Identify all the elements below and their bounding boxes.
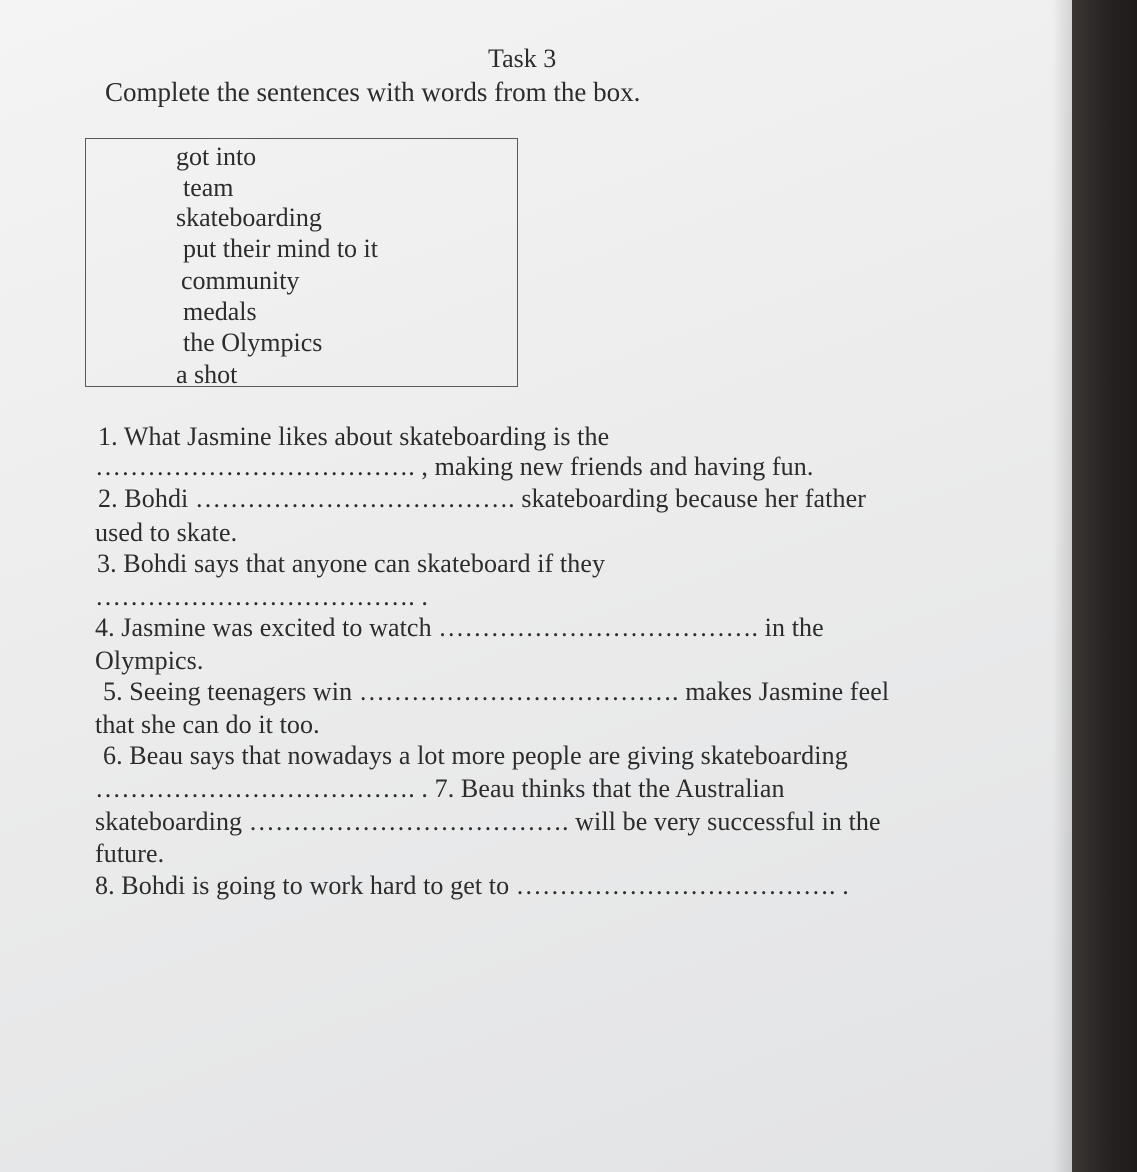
word-box-item: the Olympics — [183, 328, 323, 357]
sentence-line: 2. Bohdi ………………………………. skateboarding because her father — [98, 484, 867, 513]
word-box-item: team — [183, 173, 234, 202]
sentence-line: future. — [95, 839, 165, 868]
sentence-line: 3. Bohdi says that anyone can skateboard if they — [97, 549, 606, 578]
word-box-item: a shot — [176, 360, 238, 389]
sentence-line: 6. Beau says that nowadays a lot more people are giving skateboarding — [103, 741, 848, 770]
sentence-line: 4. Jasmine was excited to watch ………………………………. in the — [95, 613, 824, 642]
word-box-item: got into — [176, 142, 257, 171]
task-instruction: Complete the sentences with words from the box. — [105, 77, 641, 107]
sentence-line: 5. Seeing teenagers win ………………………………. makes Jasmine feel — [103, 677, 890, 706]
word-box-item: community — [181, 266, 300, 295]
sentence-line: ………………………………. . 7. Beau thinks that the Australian — [95, 774, 785, 803]
page-edge-shadow — [1052, 0, 1072, 1172]
sentence-line: that she can do it too. — [95, 710, 320, 739]
word-box-item: put their mind to it — [183, 234, 378, 263]
sentence-line: 1. What Jasmine likes about skateboarding is the — [98, 422, 610, 451]
sentence-line: used to skate. — [95, 518, 238, 547]
word-box-item: medals — [183, 297, 257, 326]
background-surface — [1072, 0, 1137, 1172]
sentence-line: skateboarding ………………………………. will be very successful in the — [95, 807, 881, 836]
task-title: Task 3 — [488, 44, 557, 73]
sentence-line: ………………………………. . — [95, 582, 428, 611]
sentence-line: 8. Bohdi is going to work hard to get to ………………………………. . — [95, 871, 849, 900]
sentence-line: ………………………………. , making new friends and having fun. — [95, 452, 814, 481]
sentence-line: Olympics. — [95, 646, 204, 675]
word-box-item: skateboarding — [176, 203, 322, 232]
